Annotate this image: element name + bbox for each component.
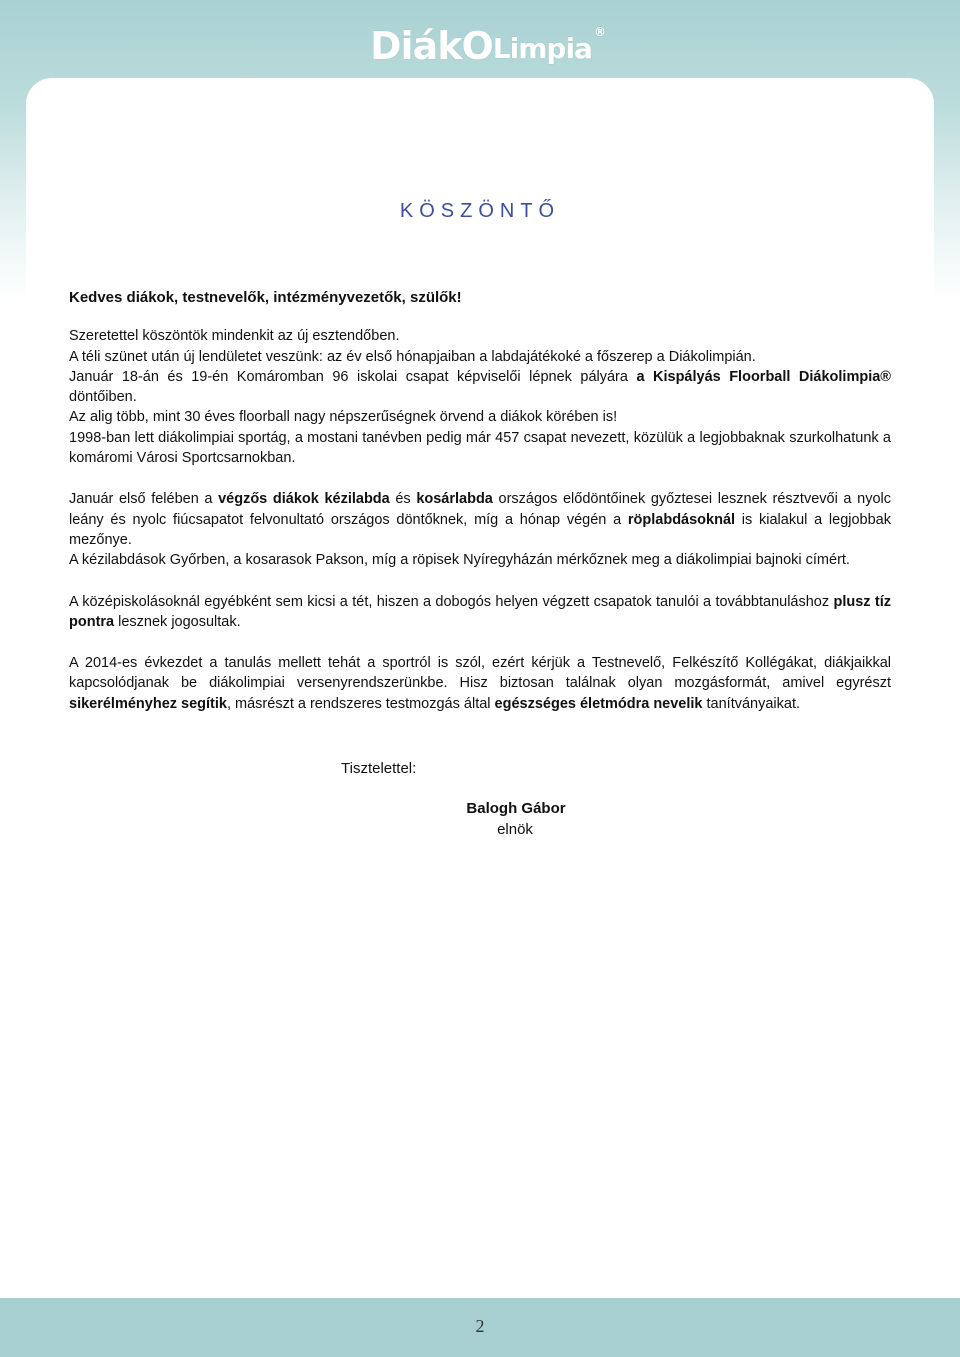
p2-seg-1: Január első felében a: [69, 491, 219, 508]
p1-line-5: 1998-ban lett diákolimpiai sportág, a mostani tanévben pedig már 457 csapat nevezett, közülük a legjobbaknak szurkolhatunk a komáromi Városi Sportcsarnokban.: [69, 429, 891, 467]
paragraph-3: [69, 592, 891, 633]
p4-seg-3: tanítványaikat.: [702, 695, 801, 712]
p4-seg-1: A 2014-es évkezdet a tanulás mellett tehát a sportról is szól, ezért kérjük a Testnevelő, Felkészítő Kollégákat, diákjaikkal kapcsolódjanak be diákolimpiai versenyrendszerünkbe. Hisz biztosan találnak olyan mozgásformát, amivel egyrészt: [69, 655, 891, 692]
logo-text-1: DiákO: [370, 24, 493, 68]
letter-body: [69, 288, 891, 714]
logo-registered-mark: ®: [593, 25, 605, 39]
p2-seg-3: országos elődöntőinek győztesei lesznek résztvevői a nyolc leány és nyolc fiúcsapatot felvonultató országos döntőknek, míg a hónap végén a: [69, 491, 891, 528]
logo-text-2: Limpia: [492, 32, 592, 65]
p1-line-3: Január 18-án és 19-én Komáromban 96 iskolai csapat képviselői lépnek pályára: [69, 368, 637, 385]
p4-bold-2: egészséges életmódra nevelik: [494, 695, 703, 712]
signer-name: Balogh Gábor: [466, 800, 566, 817]
paragraph-1: [69, 326, 891, 468]
p3-bold-1: plusz tíz pontra: [69, 593, 891, 630]
p4-seg-2: , másrészt a rendszeres testmozgás által: [226, 695, 495, 712]
p3-seg-2: lesznek jogosultak.: [114, 613, 241, 630]
paragraph-2: [69, 489, 891, 570]
p3-seg-1: A középiskolásoknál egyébként sem kicsi a tét, hiszen a dobogós helyen végzett csapatok tanulói a továbbtanuláshoz: [69, 593, 834, 610]
p2-seg-2: és: [389, 491, 417, 508]
diakolimpia-logo: [370, 22, 605, 66]
p2-bold-1: végzős diákok kézilabda: [218, 491, 390, 508]
p1-line-1: Szeretettel köszöntök mindenkit az új esztendőben.: [69, 328, 400, 345]
p2-bold-2: kosárlabda: [416, 491, 493, 508]
p2-bold-3: röplabdásoknál: [627, 511, 736, 528]
page-number: 2: [475, 1316, 485, 1336]
page-title: KÖSZÖNTŐ: [399, 200, 561, 222]
greeting: Kedves diákok, testnevelők, intézményvezetők, szülők!: [69, 289, 462, 306]
signoff: Tisztelettel:: [341, 760, 417, 777]
p2-seg-4: is kialakul a legjobbak mezőnye.: [69, 511, 891, 548]
p1-line-2: A téli szünet után új lendületet veszünk: az év első hónapjaiban a labdajátékoké a főszerep a Diákolimpián.: [69, 348, 756, 365]
p1-line-3-end: döntőiben.: [69, 389, 137, 406]
signer-role: elnök: [497, 821, 533, 838]
p1-line-4: Az alig több, mint 30 éves floorball nagy népszerűségnek örvend a diákok körében is!: [69, 409, 618, 426]
p2-line-2: A kézilabdások Győrben, a kosarasok Pakson, míg a röpisek Nyíregyházán mérkőznek meg a diákolimpiai bajnoki címért.: [69, 552, 850, 569]
paragraph-4: [69, 653, 891, 714]
p1-bold-event: a Kispályás Floorball Diákolimpia®: [636, 368, 891, 385]
p4-bold-1: sikerélményhez segítik: [69, 695, 227, 712]
